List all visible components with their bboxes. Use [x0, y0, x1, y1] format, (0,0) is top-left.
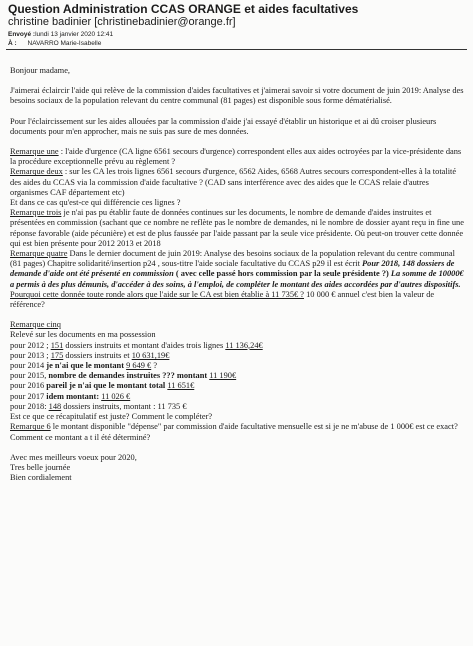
year-amount: 11 735 € — [157, 401, 187, 411]
year-dossiers: 148 — [48, 401, 62, 411]
remark-5-label-text: Remarque cinq — [10, 320, 61, 330]
year-amount: 10 631,19€ — [131, 350, 170, 360]
year-amount: 11 026 € — [101, 391, 131, 401]
intro-paragraph: J'aimerai éclaircir l'aide qui relève de la commission d'aides facultatives et j'aimerai savoir si votre document de juin 2019: Analyse des besoins sociaux de la population relevant du centre communal (81 pages) est disponible sous forme dématérialisé. — [10, 86, 464, 106]
remark-2 — [10, 167, 468, 198]
year-text: idem montant: — [46, 391, 102, 401]
remark-2-followup: Et dans ce cas qu'est-ce qui différencie ces lignes ? — [10, 198, 181, 208]
remark-4-text: Dans le dernier document de juin 2019: Analyse des besoins sociaux de la population relevant du centre communal (81 pages) Chapitre solidarité/insertion p24 , sous-titre l'aide sociale facultative du CCAS p29 il est écrit — [10, 249, 455, 269]
year-text: nombre de demandes instruites ??? montant — [48, 371, 210, 381]
year-prefix: pour 2018: — [10, 401, 49, 411]
sent-label: Envoyé : — [8, 31, 36, 38]
year-row-2014 — [10, 361, 468, 371]
sent-line — [8, 31, 113, 38]
remark-4-italic: Pour 2018, 148 dossiers de demande d'aide ont été présenté en commission — [10, 259, 455, 279]
remark-3-label: Remarque trois — [10, 208, 62, 218]
year-text: dossiers instruits et — [63, 350, 132, 360]
year-amount: 11 651€ — [167, 381, 195, 391]
to-value: NAVARRO Marie-Isabelle — [27, 40, 102, 47]
closing-wishes: Avec mes meilleurs voeux pour 2020, — [10, 452, 137, 462]
year-prefix: pour 2013 ; — [10, 350, 51, 360]
year-amount: 11 190€ — [209, 371, 237, 381]
remark-5-intro: Relevé sur les documents en ma possession — [10, 330, 156, 340]
remark-4 — [10, 249, 468, 310]
year-row-2017 — [10, 392, 468, 402]
remark-3-text: je n'ai pas pu établir faute de données continues sur les documents, le nombre de demande d'aides instruites et présentées en commission (sachant que ce nombre ne reflète pas le nombre de demandes, ni le nombre de dossier ayant reçu in fine une réponse favorable (aide pécunière) et est de plus faussée par l'aide passant par la seule vice présidente. Où peut-on trouver cette donnée qui est bien présente pour 2012 2013 et 2018 — [10, 208, 464, 248]
year-row-2015 — [10, 371, 468, 381]
remark-1-label: Remarque une — [10, 147, 59, 157]
remark-3 — [10, 208, 468, 249]
year-row-2016 — [10, 381, 468, 391]
year-prefix: pour 2012 ; — [10, 340, 51, 350]
year-prefix: pour 2017 — [10, 391, 47, 401]
remark-5-question: Est ce que ce récapitulatif est juste? Comment le compléter? — [10, 412, 213, 422]
remark-1 — [10, 147, 468, 167]
year-prefix: pour 2016 — [10, 381, 47, 391]
year-suffix: ? — [151, 361, 158, 371]
year-text: dossiers instruits, montant : — [61, 401, 158, 411]
remark-2-text: : sur les CA les trois lignes 6561 secours d'urgence, 6562 Aides, 6568 Autres secours correspondent-elles à la totalité des aides du CCAS via la commission d'aide facultative ? (CAD sans interférence avec des aides que le CCAS relaie d'autres organismes CAF département etc) — [10, 167, 457, 197]
remark-4-italic-2: La somme de 10000€ a permis à des plus démunis, d'accéder à des soins, à l'emploi, de compléter le montant des aides accordées par d'autres dispositifs. — [10, 269, 464, 289]
remark-2-label: Remarque deux — [10, 167, 63, 177]
remark-6-label: Remarque 6 — [10, 422, 51, 432]
remark-5-label — [10, 320, 468, 330]
remark-4-underlined: Pourquoi cette donnée toute ronde alors que l'aide sur le CA est bien établie à 11 735€ ? — [10, 289, 305, 299]
sender-line: christine badinier [christinebadinier@orange.fr] — [8, 16, 236, 28]
year-text: je n'ai que le montant — [46, 361, 127, 371]
remark-6 — [10, 422, 468, 442]
year-amount: 9 649 € — [126, 361, 152, 371]
year-row-2012 — [10, 341, 468, 351]
year-text: pareil je n'ai que le montant total — [46, 381, 168, 391]
header-divider — [6, 49, 467, 50]
remark-1-text: : l'aide d'urgence (CA ligne 6561 secours d'urgence) correspondent elles aux aides octroyées par la vice-présidente dans la procédure exceptionnelle prévu au règlement ? — [10, 147, 462, 167]
year-row-2018 — [10, 402, 468, 412]
sent-value: lundi 13 janvier 2020 12:41 — [35, 31, 114, 38]
closing-block — [10, 453, 468, 484]
year-prefix: pour 2014 — [10, 361, 47, 371]
remark-4-tail: 10 000 € annuel c'est bien la valeur de référence? — [10, 289, 435, 310]
year-prefix: pour 2015, — [10, 371, 49, 381]
year-row-2013 — [10, 351, 468, 361]
to-label: À : — [8, 40, 17, 47]
year-dossiers: 175 — [50, 350, 64, 360]
greeting: Bonjour madame, — [10, 66, 71, 75]
email-subject: Question Administration CCAS ORANGE et aides facultatives — [8, 2, 359, 16]
email-body — [10, 66, 468, 483]
clarify-paragraph: Pour l'éclaircissement sur les aides allouées par la commission d'aide j'ai essayé d'établir un historique et ai dû croiser plusieurs documents pour m'en approcher, mais ne suis pas sure de mes données. — [10, 116, 437, 136]
to-line — [8, 40, 101, 47]
remark-6-text: le montant disponible "dépense" par commission d'aide facultative mensuelle est si je ne m'abuse de 1 000€ est ce exact? Comment ce montant a t il été déterminé? — [10, 422, 458, 442]
year-amount: 11 136,24€ — [225, 340, 263, 350]
year-text: dossiers instruits et montant d'aides trois lignes — [63, 340, 226, 350]
remark-4-label: Remarque quatre — [10, 249, 68, 259]
year-dossiers: 151 — [50, 340, 64, 350]
remark-4-bold: ( avec celle passé hors commission par la seule présidente ?) — [173, 269, 391, 279]
closing-day: Tres belle journée — [10, 462, 71, 472]
closing-signoff: Bien cordialement — [10, 473, 72, 483]
